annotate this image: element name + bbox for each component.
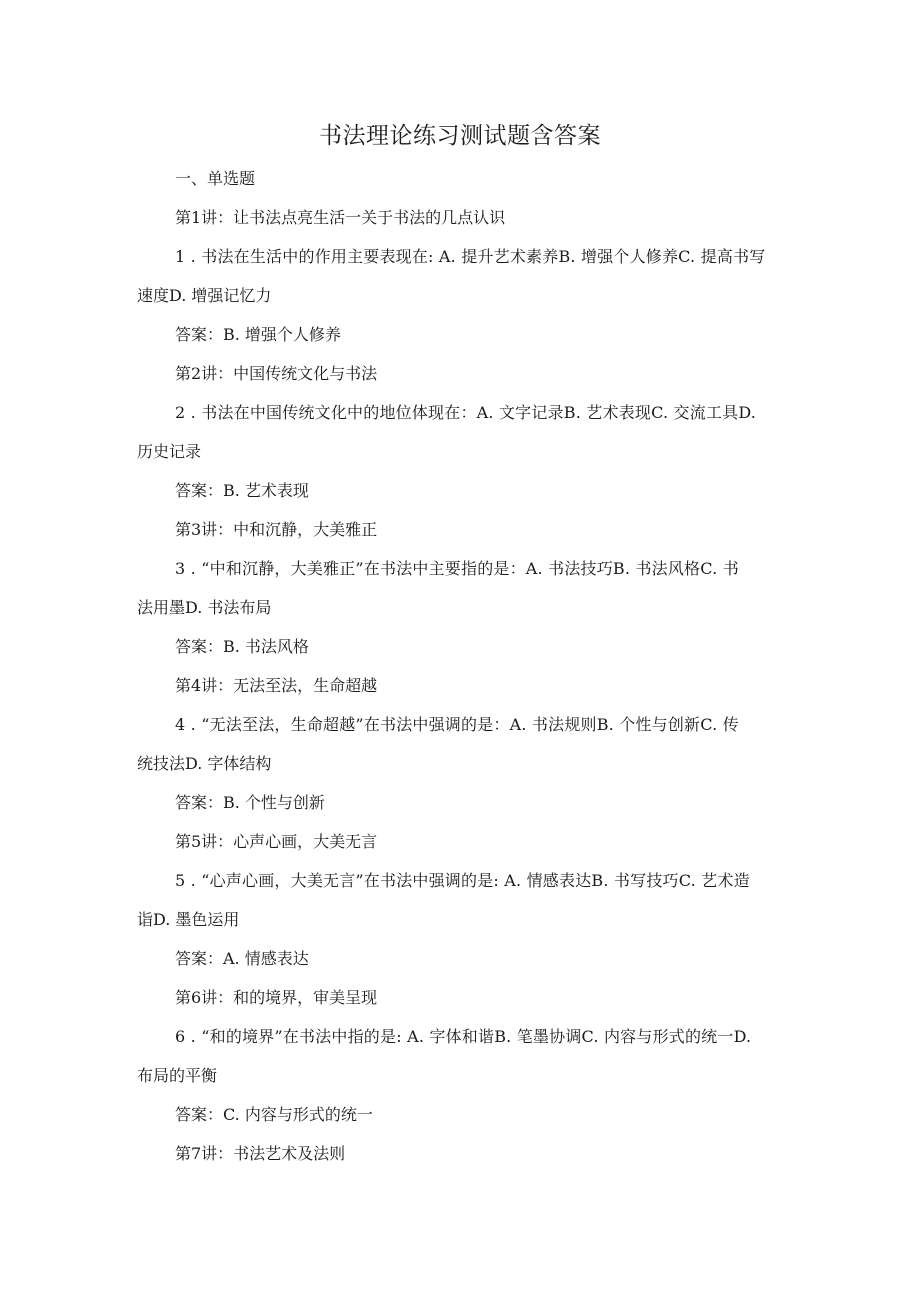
lecture-heading: 第3讲：中和沉静，大美雅正 (175, 520, 378, 539)
document-body (137, 159, 785, 1173)
answer-text: 答案：B. 个性与创新 (175, 793, 325, 812)
question-text: 2 . 书法在中国传统文化中的地位体现在：A. 文字记录B. 艺术表现C. 交流工具D. (175, 403, 757, 422)
lecture-heading: 第5讲：心声心画，大美无言 (175, 832, 378, 851)
section-heading: 一、单选题 (175, 169, 256, 188)
answer-text: 答案：C. 内容与形式的统一 (175, 1105, 373, 1124)
question-text: 6 . “和的境界”在书法中指的是: A. 字体和谐B. 笔墨协调C. 内容与形式的统一D. (175, 1027, 752, 1046)
lecture-heading: 第1讲：让书法点亮生活一关于书法的几点认识 (175, 208, 506, 227)
question-text-continued: 历史记录 (137, 442, 202, 461)
question-text-continued: 布局的平衡 (137, 1066, 218, 1085)
answer-text: 答案：B. 增强个人修养 (175, 325, 341, 344)
lecture-heading: 第2讲：中国传统文化与书法 (175, 364, 378, 383)
question-text-continued: 诣D. 墨色运用 (137, 910, 240, 929)
document-title: 书法理论练习测试题含答案 (319, 123, 601, 149)
lecture-heading: 第7讲：书法艺术及法则 (175, 1144, 346, 1163)
question-text: 5 . “心声心画，大美无言”在书法中强调的是: A. 情感表达B. 书写技巧C. 艺术造 (175, 871, 750, 890)
question-text-continued: 速度D. 增强记忆力 (137, 286, 272, 305)
question-text-continued: 统技法D. 字体结构 (137, 754, 272, 773)
lecture-heading: 第6讲：和的境界，审美呈现 (175, 988, 378, 1007)
question-text: 1 . 书法在生活中的作用主要表现在: A. 提升艺术素养B. 增强个人修养C. 提高书写 (175, 247, 766, 266)
answer-text: 答案：A. 情感表达 (175, 949, 309, 968)
question-text: 4 . “无法至法，生命超越”在书法中强调的是：A. 书法规则B. 个性与创新C. 传 (175, 715, 739, 734)
question-text-continued: 法用墨D. 书法布局 (137, 598, 272, 617)
question-text: 3 . “中和沉静，大美雅正”在书法中主要指的是：A. 书法技巧B. 书法风格C. 书 (175, 559, 739, 578)
lecture-heading: 第4讲：无法至法，生命超越 (175, 676, 378, 695)
answer-text: 答案：B. 艺术表现 (175, 481, 309, 500)
answer-text: 答案：B. 书法风格 (175, 637, 309, 656)
